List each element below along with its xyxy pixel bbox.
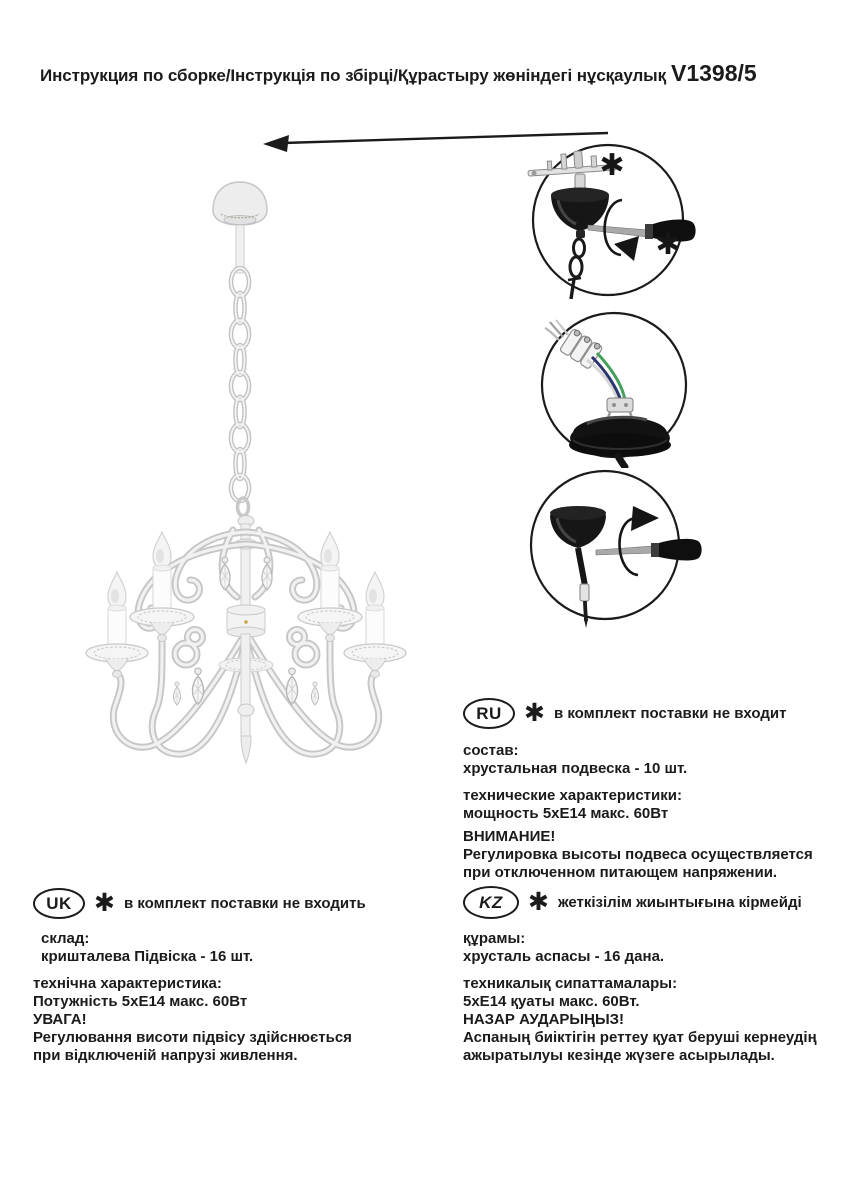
chandelier-body	[86, 516, 406, 764]
not-included-note: в комплект поставки не входит	[553, 705, 787, 722]
section-uk	[33, 888, 441, 1065]
composition-label: состав:	[463, 742, 519, 759]
composition-value: кришталева Підвіска - 16 шт.	[41, 948, 254, 965]
model-number: V1398/5	[671, 60, 757, 86]
warning-text-line2: ажыратылуы кезінде жүзеге асырылады.	[463, 1047, 775, 1064]
ceiling-canopy	[569, 417, 671, 457]
not-included-note: жеткізілім жиынтығына кірмейді	[557, 894, 802, 911]
lang-badge-ru: RU	[463, 698, 515, 729]
wire-tails	[545, 320, 568, 340]
section-ru	[463, 698, 835, 882]
tech-label: техникалық сипаттамалары:	[463, 975, 678, 992]
crystal-pendant	[173, 682, 180, 705]
screwdriver-icon	[596, 539, 702, 561]
tech-value: 5хЕ14 қуаты макс. 60Вт.	[463, 993, 640, 1010]
composition-label: склад:	[41, 930, 90, 947]
tech-value: мощность 5хЕ14 макс. 60Вт	[463, 805, 669, 822]
composition-value: хрусталь аспасы - 16 дана.	[463, 948, 665, 965]
chandelier-photo	[40, 170, 440, 830]
not-included-note: в комплект поставки не входить	[123, 895, 366, 912]
tech-value: Потужність 5хЕ14 макс. 60Вт	[33, 993, 248, 1010]
tech-label: технічна характеристика:	[33, 975, 222, 992]
warning-text-line1: Регулировка высоты подвеса осуществляется	[463, 846, 813, 863]
crystal-pendant	[286, 668, 297, 704]
crystal-pendant	[192, 668, 203, 704]
assembly-step-3	[522, 464, 708, 630]
asterisk-mark: ✱	[599, 148, 625, 183]
composition-label: құрамы:	[463, 930, 526, 947]
section-kz-header	[463, 886, 843, 919]
lang-badge-uk: UK	[33, 888, 85, 919]
composition-value: хрустальная подвеска - 10 шт.	[463, 760, 688, 777]
warning-text-line1: Аспаның биіктігін реттеу қуат беруші кернеудің	[463, 1029, 817, 1046]
crystal-pendant	[311, 682, 318, 705]
asterisk-mark: ✱	[94, 887, 115, 917]
page-title	[40, 60, 757, 87]
section-kz	[463, 886, 843, 1065]
bottom-finial	[241, 736, 251, 763]
warning-text-line1: Регулювання висоти підвісу здійснюється	[33, 1029, 352, 1046]
center-hub	[227, 605, 265, 637]
lang-badge-kz: KZ	[463, 886, 519, 919]
warning-text-line2: при відключеній напрузі живлення.	[33, 1047, 298, 1064]
ceiling-canopy	[550, 506, 606, 548]
rotation-arrow-icon	[620, 506, 659, 575]
section-ru-header	[463, 698, 835, 729]
asterisk-mark: ✱	[655, 227, 681, 262]
asterisk-mark: ✱	[524, 697, 545, 727]
chandelier-canopy	[213, 182, 267, 225]
section-uk-header	[33, 888, 441, 919]
warning-label: НАЗАР АУДАРЫҢЫЗ!	[463, 1011, 625, 1028]
asterisk-mark: ✱	[528, 886, 549, 916]
warning-label: ВНИМАНИЕ!	[463, 828, 556, 845]
tech-label: технические характеристики:	[463, 787, 682, 804]
warning-text-line2: при отключенном питающем напряжении.	[463, 864, 778, 881]
warning-label: УВАГА!	[33, 1011, 87, 1028]
suspension-chain	[231, 268, 249, 501]
arrow-head	[263, 135, 289, 152]
title-text: Инструкция по сборке/Інструкція по збірці/Құрастыру жөніндегі нұсқаулық	[40, 66, 666, 85]
assembly-step-1	[520, 138, 710, 308]
assembly-step-2	[535, 308, 705, 468]
